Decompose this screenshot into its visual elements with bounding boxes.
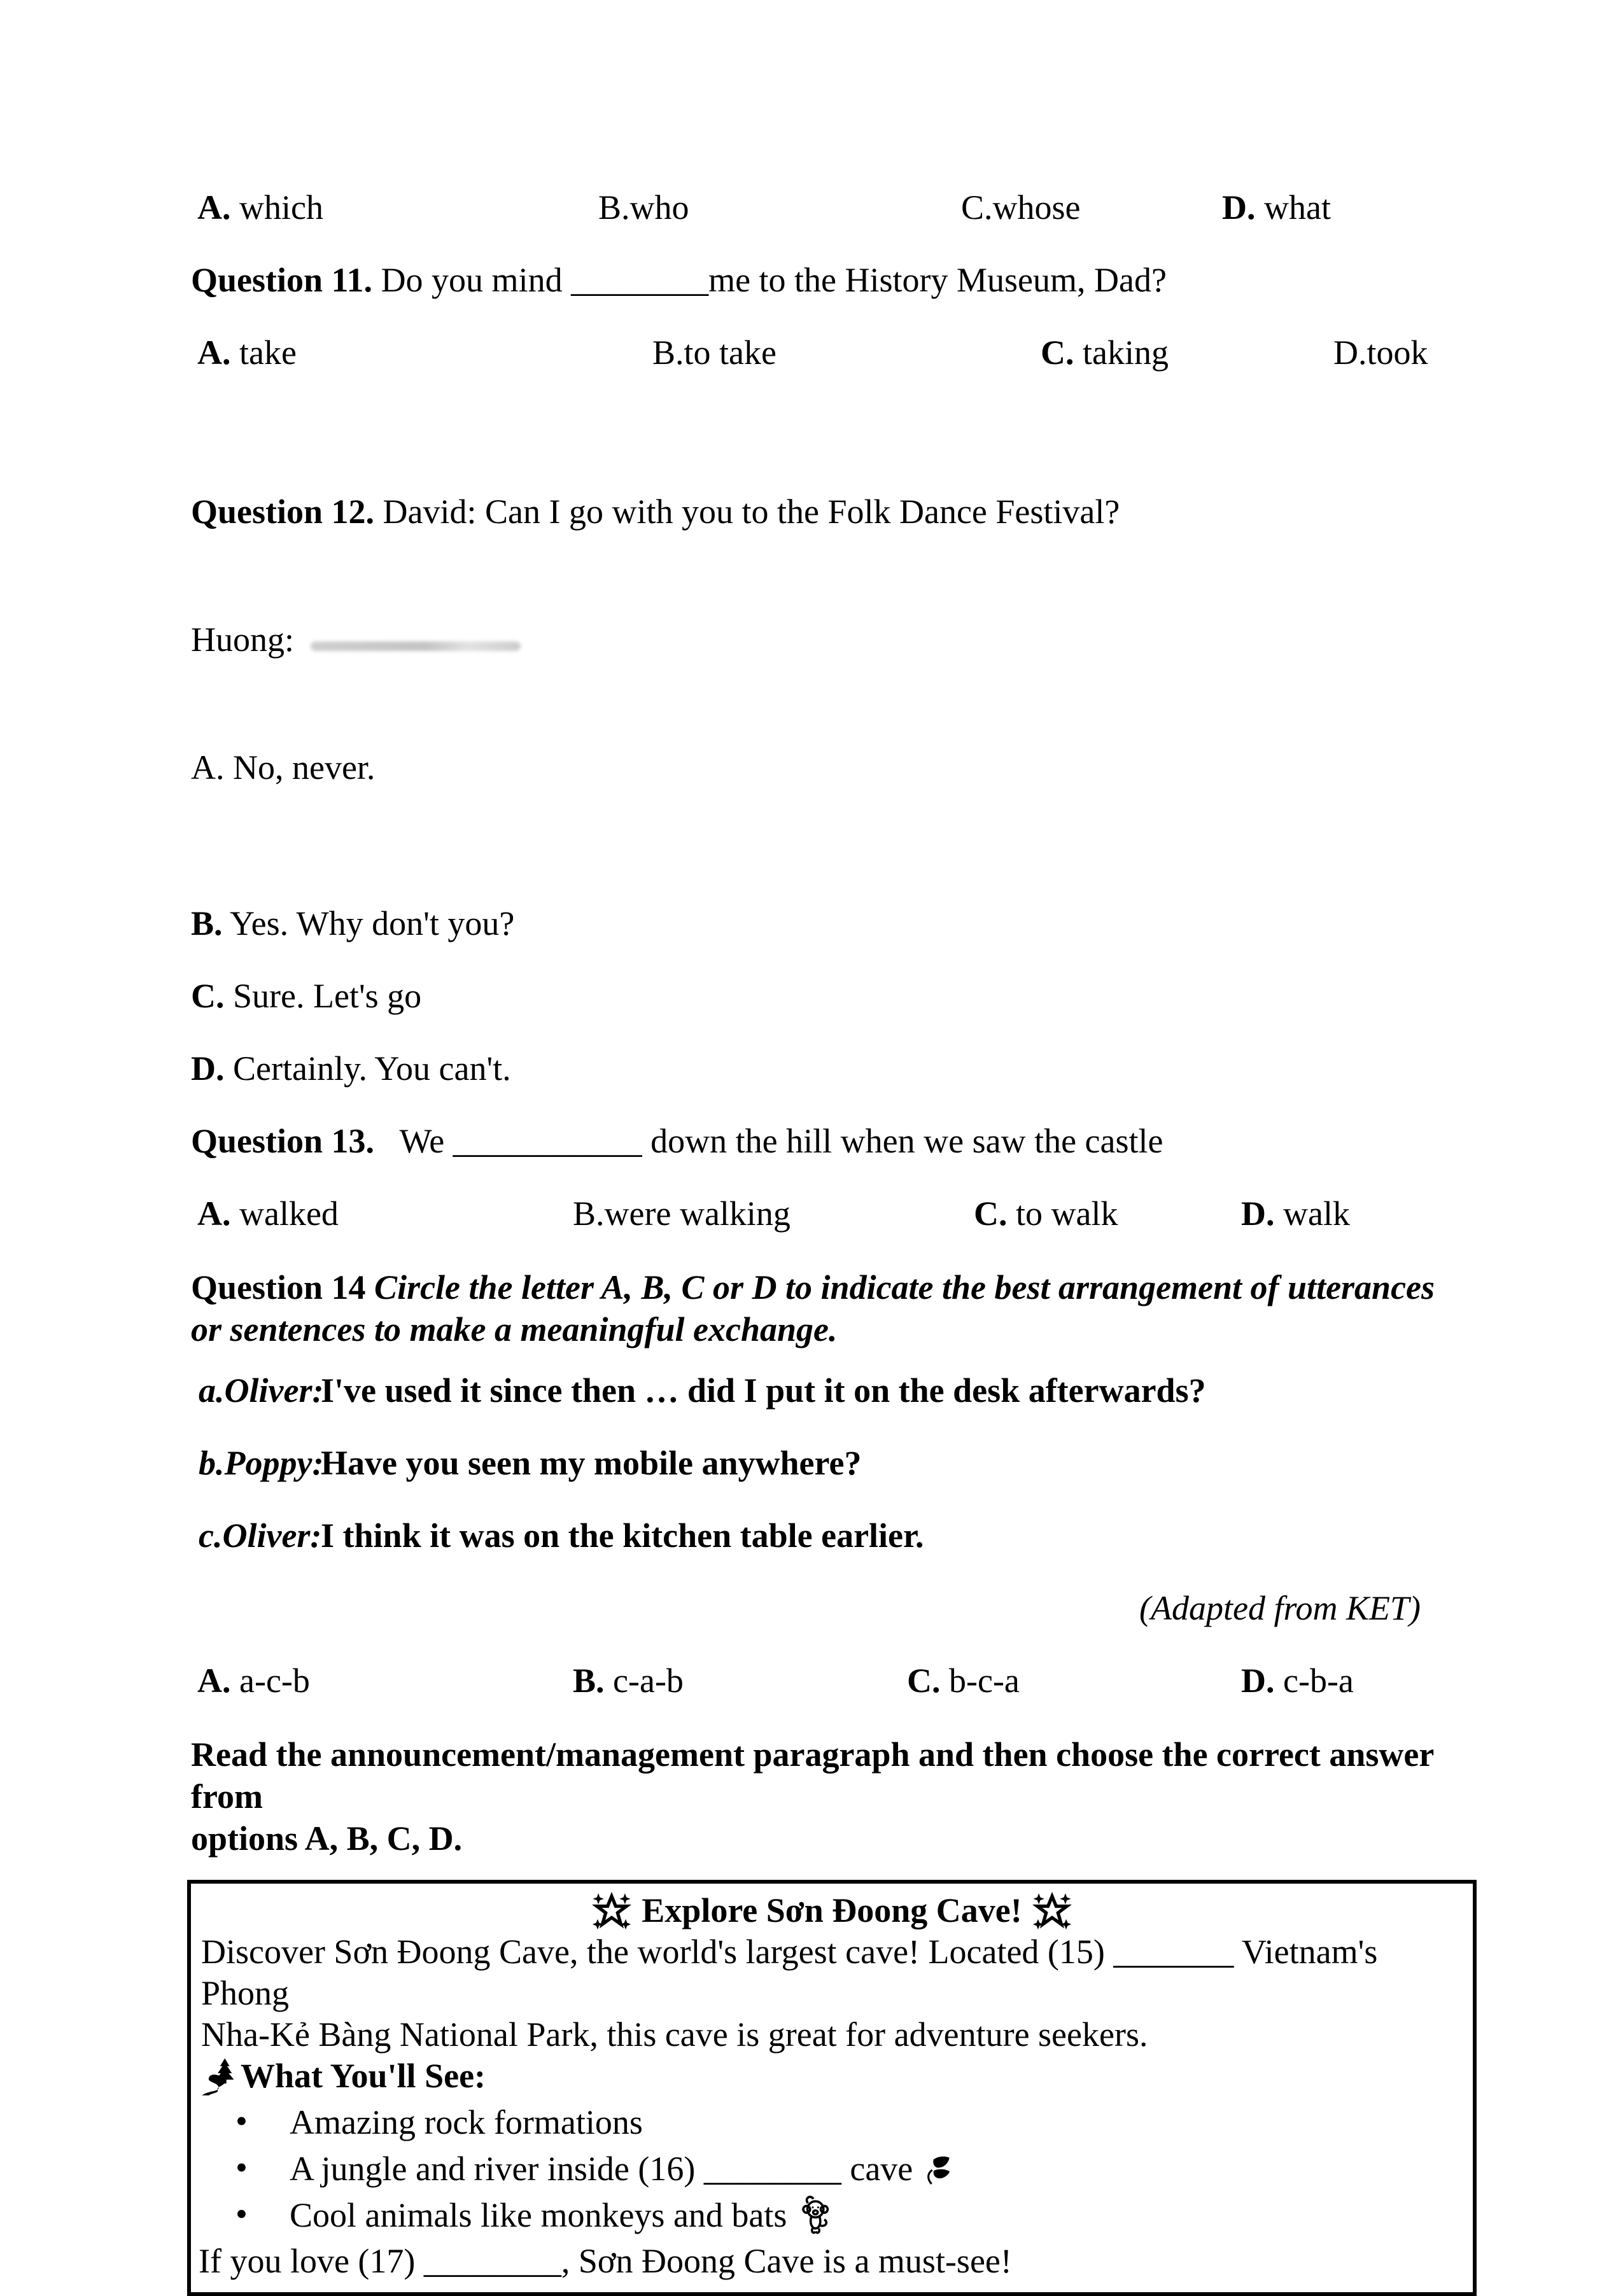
option-d-text: took	[1367, 333, 1428, 372]
exam-content	[191, 188, 1477, 2296]
question-12-label: Question 12.	[191, 493, 375, 531]
question-11-label: Question 11.	[191, 261, 373, 299]
announcement-intro-line2: Nha-Kẻ Bàng National Park, this cave is great for adventure seekers.	[201, 2015, 1148, 2054]
bullet-item	[191, 2148, 1473, 2190]
option-c-text: Sure. Let's go	[224, 977, 422, 1015]
option-a-label: A.	[197, 1662, 231, 1700]
option-b-label: B.	[191, 904, 223, 942]
option-b	[191, 904, 1477, 943]
option-a	[191, 746, 1477, 789]
national-park-icon	[201, 2057, 241, 2096]
dialogue-speaker-a: a.Oliver:	[199, 1371, 324, 1410]
option-a-label: A.	[191, 748, 225, 787]
option-c-label: C.	[191, 977, 225, 1015]
question-14-instruction-line1: Circle the letter A, B, C or D to indicate the best arrangement of utterances	[365, 1268, 1435, 1306]
option-d	[1333, 333, 1428, 372]
option-a	[197, 188, 323, 227]
dialogue-text-a: I've used it since then … did I put it on the desk afterwards?	[321, 1371, 1206, 1410]
option-b-label: B.	[573, 1194, 605, 1233]
option-c	[191, 976, 1477, 1016]
option-d-label: D.	[1222, 188, 1256, 227]
option-d	[1241, 1661, 1354, 1700]
option-a-label: A.	[197, 1194, 231, 1233]
reading-instruction	[191, 1733, 1477, 1859]
reading-instruction-line2: options A, B, C, D.	[191, 1819, 463, 1858]
dialogue-line-c	[191, 1516, 1477, 1555]
option-c-text: b-c-a	[940, 1662, 1020, 1700]
question-12-text: David: Can I go with you to the Folk Dance Festival?	[374, 493, 1120, 531]
option-c	[1041, 333, 1169, 372]
bullet-text: A jungle and river inside (16) ________ cave	[290, 2150, 922, 2188]
sparkle-star-icon	[593, 1893, 630, 1929]
option-c	[961, 188, 1081, 227]
reading-instruction-line1: Read the announcement/management paragraph and then choose the correct answer from	[191, 1735, 1442, 1816]
option-a-text: take	[230, 333, 297, 372]
option-c-label: C.	[1041, 333, 1074, 372]
bullet-marker: •	[235, 2148, 248, 2187]
monkey-icon	[796, 2195, 834, 2237]
option-b-label: B.	[598, 188, 630, 227]
question-14-instruction-line2: or sentences to make a meaningful exchange.	[191, 1310, 838, 1348]
option-b	[573, 1194, 790, 1233]
option-a	[197, 333, 297, 372]
option-a	[197, 1194, 339, 1233]
option-a-text: walked	[230, 1194, 339, 1233]
question-13-options	[191, 1194, 1477, 1233]
option-d	[1241, 1194, 1350, 1233]
option-c-label: C.	[961, 188, 993, 227]
option-d-text: Certainly. You can't.	[224, 1049, 511, 1088]
bullet-text: Cool animals like monkeys and bats	[290, 2196, 796, 2234]
option-a-label: A.	[197, 333, 231, 372]
option-d	[191, 1049, 1477, 1088]
question-12-speaker-line	[191, 619, 1477, 661]
announcement-intro-line1: Discover Sơn Đoong Cave, the world's largest cave! Located (15) _______ Vietnam's Phong	[201, 1933, 1386, 2012]
bullet-item	[191, 2195, 1473, 2237]
dialogue-text-b: Have you seen my mobile anywhere?	[321, 1444, 862, 1482]
question-14-instruction	[191, 1266, 1477, 1350]
source-note: (Adapted from KET)	[1139, 1589, 1421, 1627]
option-b	[598, 188, 689, 227]
option-b-label: B.	[573, 1662, 605, 1700]
option-a-text: which	[230, 188, 323, 227]
option-c	[907, 1661, 1020, 1700]
option-d-label: D.	[1241, 1662, 1275, 1700]
question-12-prompt	[191, 491, 1477, 533]
option-b-label: B.	[652, 333, 684, 372]
top-options-row	[191, 188, 1477, 227]
question-13-text: We ___________ down the hill when we saw the castle	[374, 1122, 1163, 1160]
dialogue-speaker-b: b.Poppy:	[199, 1444, 324, 1482]
announcement-title: Explore Sơn Đoong Cave!	[642, 1891, 1022, 1929]
dialogue-text-c: I think it was on the kitchen table earlier.	[321, 1516, 924, 1555]
announcement-box	[187, 1880, 1477, 2296]
see-heading: What You'll See:	[241, 2057, 486, 2095]
see-heading-row	[191, 2055, 1473, 2097]
option-d-text: c-b-a	[1274, 1662, 1354, 1700]
dialogue-line-a	[191, 1371, 1477, 1410]
question-13-label: Question 13.	[191, 1122, 375, 1160]
question-11	[191, 260, 1477, 300]
option-a	[197, 1661, 310, 1700]
speaker-name: Huong:	[191, 620, 294, 659]
announcement-title-row	[191, 1890, 1473, 1931]
option-d-label: D.	[191, 1049, 225, 1088]
option-b-text: Yes. Why don't you?	[222, 904, 515, 942]
option-c	[974, 1194, 1118, 1233]
bullet-item	[191, 2102, 1473, 2143]
option-b-text: were walking	[604, 1194, 790, 1233]
option-b-text: c-a-b	[604, 1662, 684, 1700]
bullet-marker: •	[235, 2195, 248, 2233]
option-b-text: to take	[684, 333, 776, 372]
option-d-text: walk	[1274, 1194, 1350, 1233]
option-d-text: what	[1255, 188, 1331, 227]
dialogue-speaker-c: c.Oliver:	[199, 1516, 322, 1555]
announcement-closing: If you love (17) ________, Sơn Đoong Cave is a must-see!	[199, 2242, 1012, 2280]
question-12	[191, 405, 1477, 874]
question-14-label: Question 14	[191, 1268, 366, 1306]
option-d	[1222, 188, 1331, 227]
option-b	[652, 333, 776, 372]
bullet-text: Amazing rock formations	[290, 2103, 643, 2141]
option-a-text: a-c-b	[230, 1662, 310, 1700]
option-d-label: D.	[1333, 333, 1367, 372]
option-a-label: A.	[197, 188, 231, 227]
question-14-options	[191, 1661, 1477, 1700]
question-13	[191, 1121, 1477, 1161]
question-11-options	[191, 333, 1477, 372]
option-b-text: who	[629, 188, 689, 227]
bullet-marker: •	[235, 2102, 248, 2140]
dialogue-line-b	[191, 1443, 1477, 1483]
question-11-text: Do you mind ________me to the History Museum, Dad?	[372, 261, 1167, 299]
option-d-label: D.	[1241, 1194, 1275, 1233]
option-c-label: C.	[974, 1194, 1008, 1233]
option-c-text: taking	[1074, 333, 1169, 372]
option-c-text: to walk	[1007, 1194, 1118, 1233]
option-a-text: No, never.	[224, 748, 376, 787]
sparkle-star-icon	[1034, 1893, 1071, 1929]
redacted-answer-area	[311, 641, 521, 651]
option-c-label: C.	[907, 1662, 941, 1700]
option-c-text: whose	[992, 188, 1081, 227]
leaf-sprig-icon	[922, 2153, 955, 2187]
option-b	[573, 1661, 684, 1700]
